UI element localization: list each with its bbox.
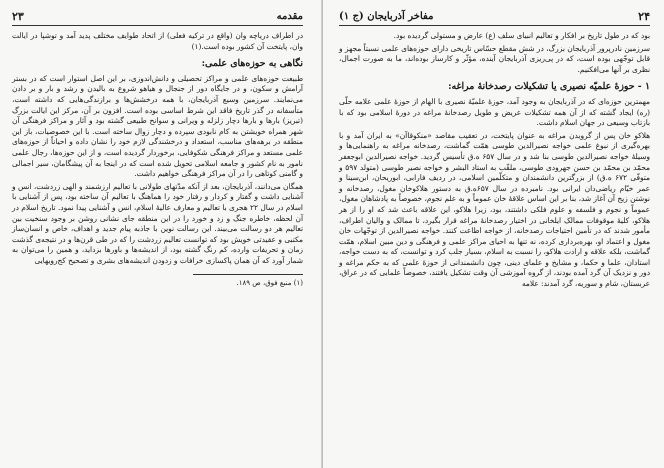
left-page-number: ۲۳ bbox=[12, 10, 24, 23]
right-header-title: مفاخر آذربایجان (ج ۱) bbox=[339, 11, 434, 22]
left-paragraph-1: طبیعت حوزه‌های علمی و مراکز تحصیلی و دانش‌اندوزی، بر این اصل استوار است که در بستر آرامش و سکون، و در جایگاه دور از جنجال و هیاهو شروع به بالیدن و رشد و بار و بر دادن می‌نمایند. سرزمین وسیع آذربایجان، با همه درخشش‌ها و برازندگی‌هایی که داشته است، متأسفانه در گذر تاریخ فاقد این شرط اساسی بوده است. افزون بر آن، مرکز این ایالت بزرگ (تبریز) بارها و بارها دچار زلزله و ویرانی و سوانح طبیعی گشته بود و آثار و مراکز فرهنگی آن شهر همراه خویشتن به کام نابودی سپرده و دچار زوال ساخته است. با این خصوصیات، باز این منطقه در برهه‌های مناسب، استعداد و درخشندگی لازم خود را نشان داده و احیاناً از حوزه‌های علمی مستعد و مراکز فرهنگی شکوفایی، برخوردار گردیده است، و از این حوزه‌ها، رجال علمی نامور به نام کشور و جامعه اسلامی تحویل شده است که در اینجا به آن پیشگامان، سیر اجمالی و گامنی کوتاهی را در آن مراکز فرهنگی خواهیم داشت. bbox=[12, 73, 303, 179]
right-section-heading: ۱ - حوزهٔ علمیّه نصیری یا تشکیلات رصدخانهٔ مراغه: bbox=[448, 81, 650, 93]
left-footnote: (۱) منبع فوق، ص ۱۸۹. bbox=[236, 279, 303, 288]
right-intro-paragraph: بود که در طول تاریخ بر افکار و تعالیم انبیای سلف (ع) عارض و مستولی گردیده بود. bbox=[393, 31, 650, 40]
right-paragraph-2: مهمترین حوزه‌ای که در آذربایجان به وجود آمد، حوزهٔ علمیّهٔ نصیری با الهام از حوزهٔ علمی علامه حلّی (ره) ایجاد گشته که از آن همه تشکیلات عریض و طویل رصدخانهٔ مراغه در دورهٔ اسلامی بود که با بازتاب وسیعی در جهان اسلام داشت. bbox=[339, 96, 650, 128]
right-page bbox=[323, 0, 664, 468]
footnote-separator bbox=[193, 274, 303, 275]
right-paragraph-1: سرزمین نادرپرور آذربایجان بزرگ، در شش مقطع حسّاس تاریخی دارای حوزه‌های علمی نسبتاً مجهز و قابل توجّهی بوده است، که در پی‌ریزی آذربایجان آینده، مؤثّر و کارساز بوده‌اند، ما به صورت اجمال، نظری بر آنها می‌افکنیم. bbox=[339, 43, 650, 74]
left-paragraph-2: همگان می‌دانند، آذربایجان، بعد از آنکه مدّتهای طولانی با تعالیم ارزشمند و الهی زردشت، انس و آشنایی داشت و گفتار و کردار و رفتار خود را هماهنگ با تعالیم آن ساخته بود، پس از آشنایی با اسلام در سال ۲۲ هجری با تعالیم و معارف عالیهٔ اسلام، انس و آشنایی پیدا نمود. تاریخ اسلام در آن لحظه، خاطره جنگ و زد و خورد را در این منطقه جای نشانی روشن بر وجود سنخیت بین تعالیم هر دو رسالت می‌بیند. این رسالت نوین با جاذبه پیام جدید و اهداف، خاص و انسان‌ساز مکتبی و عقیدتی خویش بود که توانست تعالیم زردشت را که در طی قرن‌ها و در نتیجه‌ی گذشت زمان و تحریفات وارده، کم رنگ گشته بود، از اندیشه‌ها و باورها بزداید، و همین را می‌توان به شمار آورد که آن همان پاکسازی خرافات و زدودن اندیشه‌های بشری و تصحیح کج‌رویهایی bbox=[12, 181, 303, 265]
left-running-header bbox=[12, 10, 303, 26]
right-body bbox=[339, 31, 650, 290]
left-section-heading: نگاهی به حوزه‌های علمی: bbox=[201, 58, 303, 70]
left-body bbox=[12, 31, 303, 266]
right-paragraph-3: هلاکو خان پس از گرویدن مراغه به عنوان پایتخت، در تعقیب مقاصد «منکوقاآن» به ایران آمد و با بهره‌گیری از نبوغ علمی خواجه نصیرالدین طوسی همّت گماشت، رصدخانه مراغه به راهنمایی‌ها و وسیلهٔ خواجه نصیرالدین طوسی بنا شد و در سال ۶۵۷ ه.ق تأسیس گردید. خواجه نصیرالدین ابوجعفر محمّد بن محمّد بن حسن جهرودی طوسی، ملقّب به استاد البشر و خواجه نصیر طوسی (متولد ۵۹۷ و متوفّی ۶۷۲ ه.ق) از بزرگترین دانشمندان و متکلّمین اسلامی، در ردیف فارابی، ابوریحان، ابن‌سینا و عمر خیّام ریاضی‌دان ایرانی بود. نامبرده در سال ۶۵۷ه.ق به دستور هلاکوخان مغول، رصدخانه و نوشتن زیج آن آغاز شد، بنا بر این اساس علاقهٔ خان عموماً و به علم نجوم، خصوصاً به پادشاهان مغول، عموماً و نجوم و فلسفه و علوم فلکی داشتند، بود، زیرا هلاکو، این علاقه باعث شد که او را از هر هلاکو، کلیهٔ موقوفات ممالک ایلخانی در اختیار رصدخانهٔ مراغه قرار بگیرد، تا ممالک و والیان اطراف، مأمور شدند که در تأمین احتیاجات رصدخانه، از خواجه اطاعت کنند. خواجه نصیرالدین از توجّهات خان مغول و اعتماد او، بهره‌برداری کرده، نه تنها به احیای مراکز علمی و فرهنگی و دین مبین اسلام، همّت گماشت، بلکه علاقه و ارادت هلاکو، را نسبت به اسلام، بسیار جلب کرد و توانست، که به دست خواجه، استادان، علما و حکما، و مشایخ و علمای دینی، چون دانشمندانی از حوزهٔ علمی که به حکم مراغه و دور و نزدیک آن گرد آمده بودند، از گروه آموزشی آن وقت تشکیل یافتند، خصوصاً علمایی که در عراق، عربستان، شام و سوریه، گرد آمدند: علامه bbox=[339, 130, 650, 289]
right-page-number: ۲۴ bbox=[638, 10, 650, 23]
right-running-header bbox=[339, 10, 650, 26]
left-page bbox=[0, 0, 322, 468]
left-intro-paragraph: در اطراف دریاچه وان (واقع در ترکیه فعلی) از اتحاد طوایف مختلف پدید آمد و توشپا در ایالت وان، پایتخت آن کشور بوده است.(۱) bbox=[12, 31, 303, 51]
left-header-title: مقدمه bbox=[276, 11, 303, 22]
